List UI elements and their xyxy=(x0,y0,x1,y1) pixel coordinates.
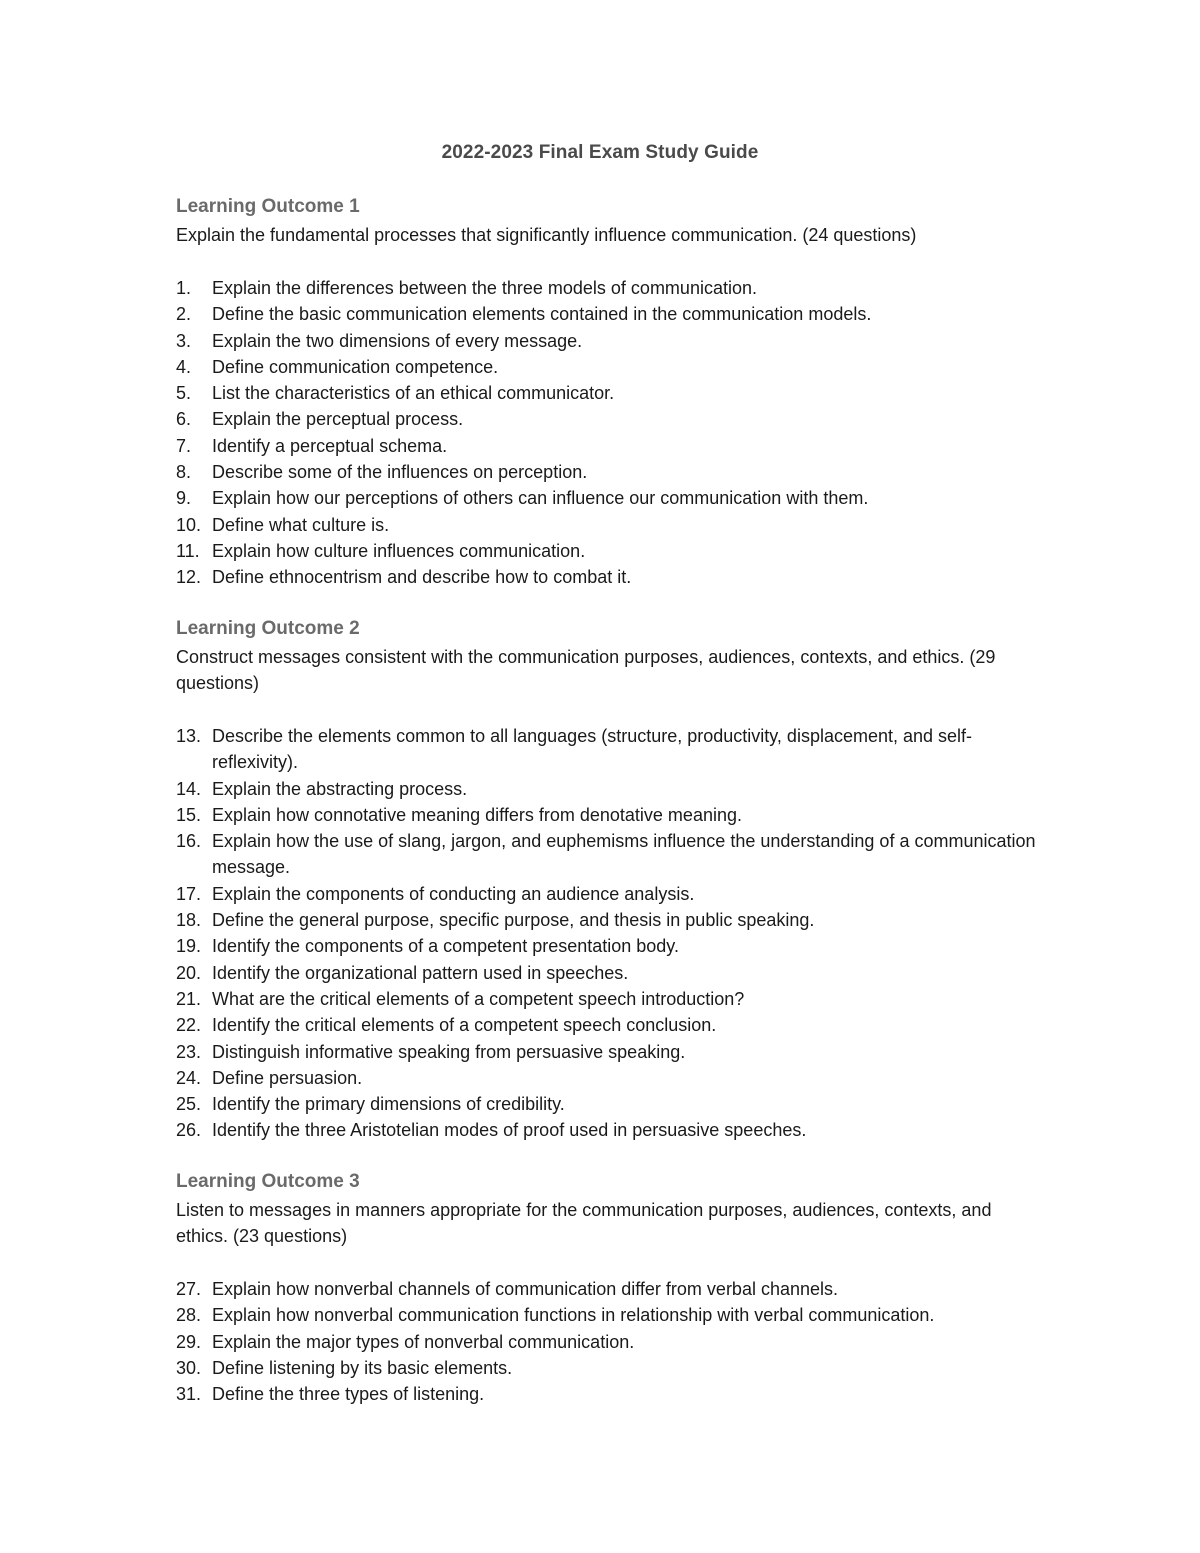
list-item-number: 1. xyxy=(176,278,192,298)
list-item-text: Explain how culture influences communication. xyxy=(212,540,586,561)
outcome-1-description: Explain the fundamental processes that significantly influence communication. (24 questions) xyxy=(176,225,917,245)
list-item xyxy=(176,1355,1056,1381)
list-item-text: Identify the three Aristotelian modes of proof used in persuasive speeches. xyxy=(212,1120,807,1141)
list-item-number: 7. xyxy=(176,435,192,456)
list-item-text: Distinguish informative speaking from persuasive speaking. xyxy=(212,1041,686,1062)
list-item-text: Explain how our perceptions of others can influence our communication with them. xyxy=(212,488,869,509)
list-item xyxy=(176,1117,1056,1143)
list-item xyxy=(176,1329,1056,1355)
list-item-text: Explain how the use of slang, jargon, and euphemisms influence the understanding of a communication message. xyxy=(212,831,1036,878)
list-item-number: 17. xyxy=(176,883,202,904)
list-item-number: 5. xyxy=(176,383,192,404)
list-item xyxy=(176,1276,1056,1302)
list-item-text: Define the basic communication elements contained in the communication models. xyxy=(212,304,872,325)
list-item-number: 31. xyxy=(176,1384,202,1405)
list-item-number: 11. xyxy=(176,540,200,561)
list-item xyxy=(176,380,1056,406)
list-item xyxy=(176,776,1056,802)
outcome-3-list xyxy=(176,1276,1056,1407)
outcome-2-heading: Learning Outcome 2 xyxy=(176,618,360,639)
list-item-text: Identify the organizational pattern used in speeches. xyxy=(212,962,629,983)
list-item-text: Define persuasion. xyxy=(212,1067,363,1088)
document-title: 2022-2023 Final Exam Study Guide xyxy=(441,142,759,163)
list-item xyxy=(176,960,1056,986)
list-item xyxy=(176,433,1056,459)
list-item-text: Describe the elements common to all languages (structure, productivity, displacement, and self-reflexivity). xyxy=(212,726,973,773)
list-item xyxy=(176,881,1056,907)
list-item xyxy=(176,538,1056,564)
list-item-text: Define communication competence. xyxy=(212,356,499,377)
list-item-number: 14. xyxy=(176,778,202,799)
list-item-number: 23. xyxy=(176,1041,202,1062)
list-item-number: 13. xyxy=(176,726,202,746)
list-item-text: Define what culture is. xyxy=(212,514,390,535)
outcome-3-description: Listen to messages in manners appropriate for the communication purposes, audiences, contexts, and ethics. (23 questions) xyxy=(176,1200,992,1246)
list-item-text: Explain how nonverbal channels of communication differ from verbal channels. xyxy=(212,1279,839,1299)
list-item-number: 10. xyxy=(176,514,202,535)
list-item-number: 22. xyxy=(176,1015,202,1036)
list-item xyxy=(176,723,1056,776)
list-item-number: 20. xyxy=(176,962,202,983)
list-item-text: Identify a perceptual schema. xyxy=(212,435,448,456)
list-item-number: 2. xyxy=(176,304,192,325)
list-item-text: Explain the perceptual process. xyxy=(212,409,464,430)
list-item xyxy=(176,1091,1056,1117)
list-item xyxy=(176,512,1056,538)
list-item xyxy=(176,459,1056,485)
outcome-1-list xyxy=(176,275,1056,591)
list-item xyxy=(176,986,1056,1012)
list-item-number: 25. xyxy=(176,1094,202,1115)
list-item-number: 16. xyxy=(176,831,202,852)
outcome-2-description: Construct messages consistent with the communication purposes, audiences, contexts, and ethics. (29 questions) xyxy=(176,647,996,693)
list-item-number: 29. xyxy=(176,1331,202,1352)
list-item xyxy=(176,406,1056,432)
list-item-text: Identify the primary dimensions of credibility. xyxy=(212,1094,565,1115)
list-item-text: Explain how nonverbal communication functions in relationship with verbal communication. xyxy=(212,1305,935,1326)
list-item-number: 3. xyxy=(176,330,192,351)
list-item-text: Explain the abstracting process. xyxy=(212,778,468,799)
list-item-number: 6. xyxy=(176,409,192,430)
list-item xyxy=(176,301,1056,327)
list-item xyxy=(176,1065,1056,1091)
list-item xyxy=(176,1302,1056,1328)
list-item-number: 27. xyxy=(176,1279,202,1299)
list-item-text: Describe some of the influences on perception. xyxy=(212,462,588,483)
list-item-number: 9. xyxy=(176,488,192,509)
list-item-text: Identify the critical elements of a competent speech conclusion. xyxy=(212,1015,717,1036)
list-item-number: 30. xyxy=(176,1357,202,1378)
list-item-text: What are the critical elements of a competent speech introduction? xyxy=(212,988,745,1009)
list-item-number: 21. xyxy=(176,988,202,1009)
list-item-text: List the characteristics of an ethical communicator. xyxy=(212,383,615,404)
list-item xyxy=(176,802,1056,828)
outcome-3-heading: Learning Outcome 3 xyxy=(176,1171,360,1192)
list-item-number: 26. xyxy=(176,1120,202,1141)
list-item-text: Explain how connotative meaning differs from denotative meaning. xyxy=(212,804,742,825)
list-item-text: Define listening by its basic elements. xyxy=(212,1357,513,1378)
list-item-number: 19. xyxy=(176,936,202,957)
list-item xyxy=(176,1012,1056,1038)
list-item-text: Explain the major types of nonverbal communication. xyxy=(212,1331,635,1352)
list-item-number: 12. xyxy=(176,567,202,588)
list-item-number: 24. xyxy=(176,1067,202,1088)
list-item-text: Explain the two dimensions of every message. xyxy=(212,330,583,351)
list-item-text: Define ethnocentrism and describe how to combat it. xyxy=(212,567,632,588)
list-item xyxy=(176,275,1056,301)
list-item-text: Explain the differences between the three models of communication. xyxy=(212,278,757,298)
list-item-text: Explain the components of conducting an audience analysis. xyxy=(212,883,695,904)
list-item xyxy=(176,354,1056,380)
list-item xyxy=(176,485,1056,511)
list-item xyxy=(176,907,1056,933)
list-item-number: 4. xyxy=(176,356,192,377)
list-item-number: 8. xyxy=(176,462,192,483)
list-item xyxy=(176,564,1056,590)
list-item-text: Identify the components of a competent presentation body. xyxy=(212,936,679,957)
list-item xyxy=(176,1381,1056,1407)
list-item-number: 18. xyxy=(176,910,202,931)
list-item xyxy=(176,933,1056,959)
list-item xyxy=(176,328,1056,354)
list-item-number: 28. xyxy=(176,1305,202,1326)
list-item-text: Define the three types of listening. xyxy=(212,1384,485,1405)
outcome-1-heading: Learning Outcome 1 xyxy=(176,196,360,217)
list-item xyxy=(176,828,1056,881)
outcome-2-list xyxy=(176,723,1056,1144)
list-item xyxy=(176,1039,1056,1065)
list-item-number: 15. xyxy=(176,804,202,825)
list-item-text: Define the general purpose, specific purpose, and thesis in public speaking. xyxy=(212,910,815,931)
